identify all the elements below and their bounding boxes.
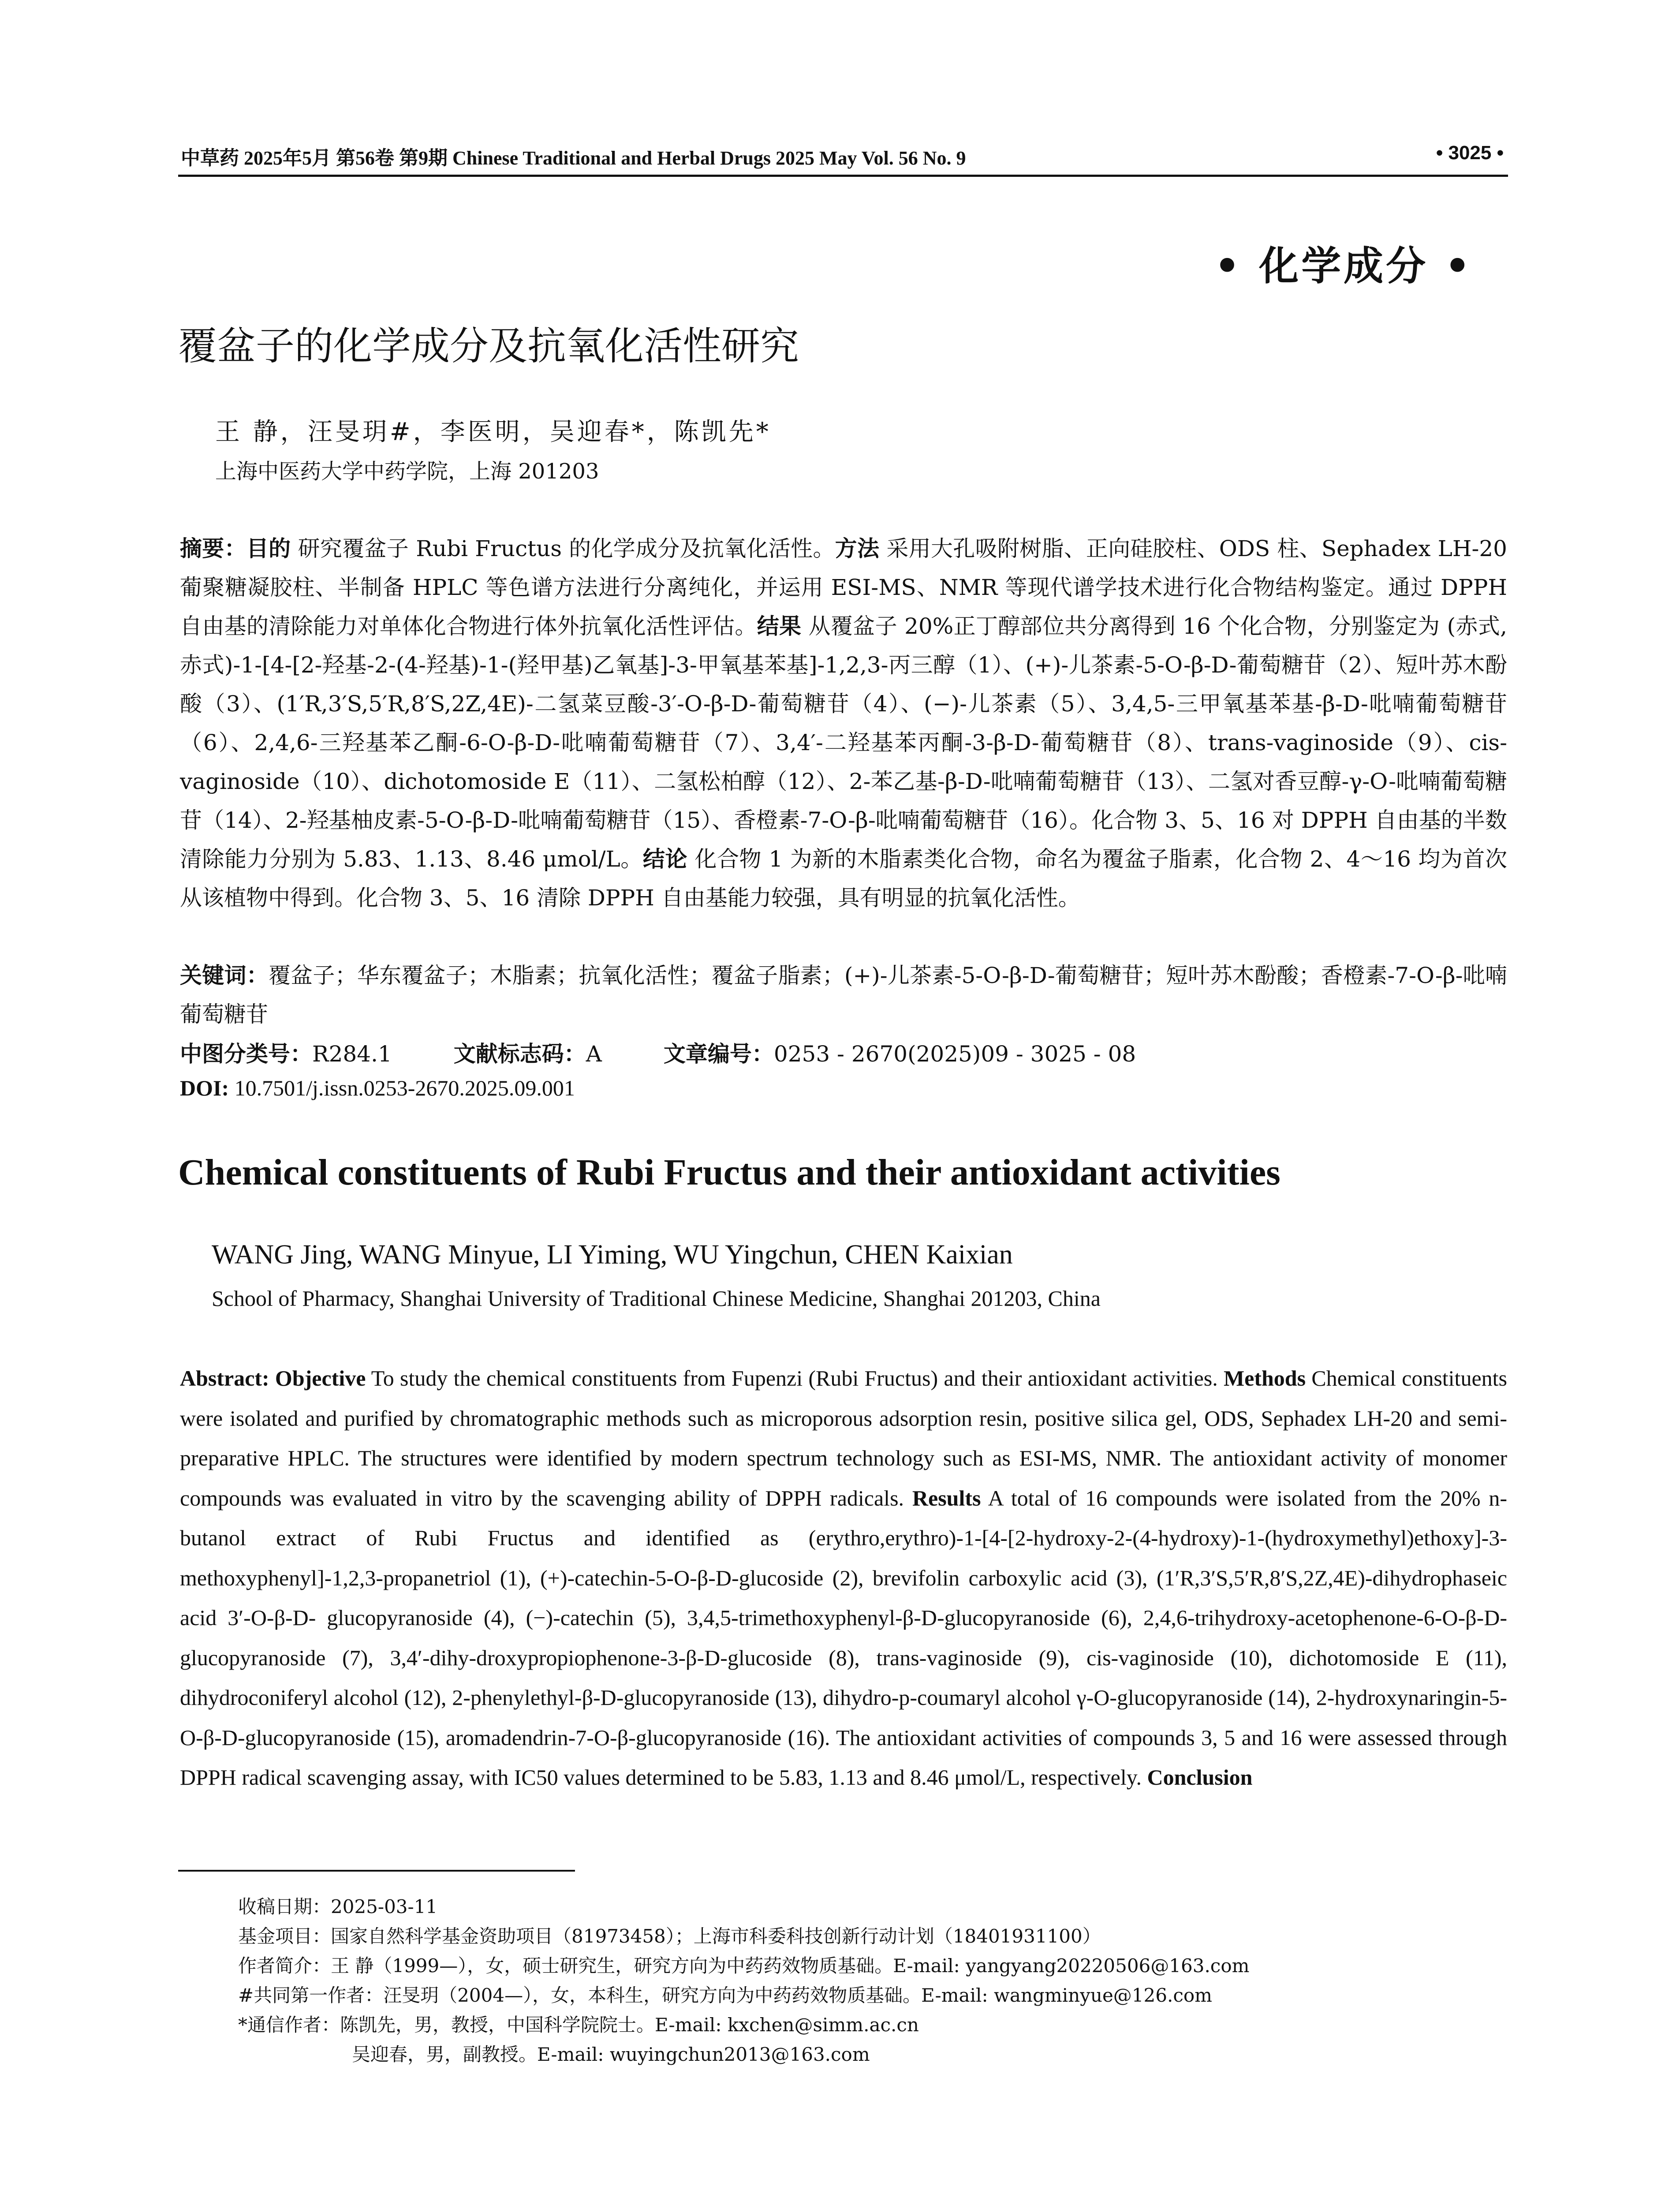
doi-line xyxy=(180,1075,575,1101)
en-objective-text: To study the chemical constituents from Fupenzi (Rubi Fructus) and their antioxidant activities. xyxy=(366,1366,1224,1390)
section-tag: • 化学成分 • xyxy=(1214,243,1473,289)
english-affiliation: School of Pharmacy, Shanghai University of Traditional Chinese Medicine, Shanghai 201203, China xyxy=(212,1286,1101,1311)
doi-value: 10.7501/j.issn.0253-2670.2025.09.001 xyxy=(234,1076,575,1100)
english-authors: WANG Jing, WANG Minyue, LI Yiming, WU Yingchun, CHEN Kaixian xyxy=(212,1240,1013,1270)
results-text: 从覆盆子 20%正丁醇部位共分离得到 16 个化合物，分别鉴定为 (赤式,赤式)-1-[4-[2-羟基-2-(4-羟基)-1-(羟甲基)乙氧基]-3-甲氧基苯基]-1,2,3-丙三醇（1）、(+)-儿茶素-5-O-β-D-葡萄糖苷（2）、短叶苏木酚酸（3）、(1′R,3′S,5′R,8′S,2Z,4E)-二氢菜豆酸-3′-O-β-D-葡萄糖苷（4）、(−)-儿茶素（5）、3,4,5-三甲氧基苯基-β-D-吡喃葡萄糖苷（6）、2,4,6-三羟基苯乙酮-6-O-β-D-吡喃葡萄糖苷（7）、3,4′-二羟基苯丙酮-3-β-D-葡萄糖苷（8）、trans-vaginoside（9）、cis-vaginoside（10）、dichotomoside E（11）、二氢松柏醇（12）、2-苯乙基-β-D-吡喃葡萄糖苷（13）、二氢对香豆醇-γ-O-吡喃葡萄糖苷（14）、2-羟基柚皮素-5-O-β-D-吡喃葡萄糖苷（15）、香橙素-7-O-β-吡喃葡萄糖苷（16）。化合物 3、5、16 对 DPPH 自由基的半数清除能力分别为 5.83、1.13、8.46 μmol/L。 xyxy=(180,613,1508,872)
header-rule xyxy=(178,175,1508,177)
en-results-text: A total of 16 compounds were isolated from the 20% n-butanol extract of Rubi Fructus and identified as (erythro,erythro)-1-[4-[2-hydroxy-2-(4-hydroxy)-1-(hydroxymethyl)ethoxy]-3-methoxyphenyl]-1,2,3-propanetriol (1), (+)-catechin-5-O-β-D-glucoside (2), brevifolin carboxylic acid (3), (1′R,3′S,5′R,8′S,2Z,4E)-dihydrophaseic acid 3′-O-β-D- glucopyranoside (4), (−)-catechin (5), 3,4,5-trimethoxyphenyl-β-D-glucopyranoside (6), 2,4,6-trihydroxy-acetophenone-6-O-β-D-glucopyranoside (7), 3,4′-dihy-droxypropiophenone-3-β-D-glucoside (8), trans-vaginoside (9), cis-vaginoside (10), dichotomoside E (11), dihydroconiferyl alcohol (12), 2-phenylethyl-β-D-glucopyranoside (13), dihydro-p-coumaryl alcohol γ-O-glucopyranoside (14), 2-hydroxynaringin-5-O-β-D-glucopyranoside (15), aromadendrin-7-O-β-glucopyranoside (16). The antioxidant activities of compounds 3, 5 and 16 were assessed through DPPH radical scavenging assay, with IC50 values determined to be 5.83, 1.13 and 8.46 μmol/L, respectively. xyxy=(180,1485,1507,1790)
english-title: Chemical constituents of Rubi Fructus and their antioxidant activities xyxy=(178,1152,1281,1193)
keywords-label: 关键词： xyxy=(180,963,269,988)
received-date: 收稿日期：2025-03-11 xyxy=(238,1896,438,1917)
english-abstract xyxy=(180,1358,1507,1798)
running-header xyxy=(181,142,1504,168)
en-abstract-label: Abstract: Objective xyxy=(180,1366,366,1390)
fund-info: 基金项目：国家自然科学基金资助项目（81973458）；上海市科委科技创新行动计划（18401931100） xyxy=(238,1925,1101,1947)
conclusion-text: 化合物 1 为新的木脂素类化合物，命名为覆盆子脂素，化合物 2、4～16 均为首次从该植物中得到。化合物 3、5、16 清除 DPPH 自由基能力较强，具有明显的抗氧化活性。 xyxy=(180,846,1507,911)
results-label: 结果 xyxy=(757,613,802,639)
en-methods-label: Methods xyxy=(1223,1366,1306,1390)
methods-text: 采用大孔吸附树脂、正向硅胶柱、ODS 柱、Sephadex LH-20 葡聚糖凝胶柱、半制备 HPLC 等色谱方法进行分离纯化，并运用 ESI-MS、NMR 等现代谱学技术进行化合物结构鉴定。通过 DPPH 自由基的清除能力对单体化合物进行体外抗氧化活性评估。 xyxy=(180,536,1507,639)
footnote-rule xyxy=(178,1870,575,1872)
chinese-affiliation: 上海中医药大学中药学院，上海 201203 xyxy=(215,459,599,484)
clc-label: 中图分类号： xyxy=(180,1041,312,1067)
keywords-text: 覆盆子；华东覆盆子；木脂素；抗氧化活性；覆盆子脂素；(+)-儿茶素-5-O-β-D-葡萄糖苷；短叶苏木酚酸；香橙素-7-O-β-吡喃葡萄糖苷 xyxy=(180,963,1508,1027)
article-number-label: 文章编号： xyxy=(663,1041,774,1067)
author-bio: 作者简介：王 静（1999—），女，硕士研究生，研究方向为中药药效物质基础。E-mail: yangyang20220506@163.com xyxy=(238,1955,1250,1977)
footnotes xyxy=(238,1892,1473,2069)
chinese-abstract xyxy=(180,529,1507,917)
page-number: • 3025 • xyxy=(1436,142,1504,164)
clc-value: R284.1 xyxy=(312,1041,392,1067)
objective-label: 目的 xyxy=(246,536,291,561)
corresponding-author: *通信作者：陈凯先，男，教授，中国科学院院士。E-mail: kxchen@simm.ac.cn xyxy=(238,2014,919,2036)
doc-code-label: 文献标志码： xyxy=(453,1041,586,1067)
chinese-keywords xyxy=(180,956,1507,1034)
cofirst-author: #共同第一作者：汪旻玥（2004—），女，本科生，研究方向为中药药效物质基础。E-mail: wangminyue@126.com xyxy=(238,1984,1212,2006)
chinese-title: 覆盆子的化学成分及抗氧化活性研究 xyxy=(178,323,799,369)
article-number-value: 0253 - 2670(2025)09 - 3025 - 08 xyxy=(773,1041,1136,1067)
conclusion-label: 结论 xyxy=(642,846,687,872)
doi-label: DOI: xyxy=(180,1076,229,1100)
abstract-label: 摘要： xyxy=(180,536,246,561)
methods-label: 方法 xyxy=(835,536,880,561)
en-conclusion-label: Conclusion xyxy=(1147,1765,1253,1790)
en-methods-text: Chemical constituents were isolated and purified by chromatographic methods such as microporous adsorption resin, positive silica gel, ODS, Sephadex LH-20 and semi-preparative HPLC. The structures were identified by modern spectrum technology such as ESI-MS, NMR. The antioxidant activity of monomer compounds was evaluated in vitro by the scavenging ability of DPPH radicals. xyxy=(180,1366,1507,1510)
chinese-authors: 王 静，汪旻玥#，李医明，吴迎春*，陈凯先* xyxy=(215,418,771,446)
objective-text: 研究覆盆子 Rubi Fructus 的化学成分及抗氧化活性。 xyxy=(291,536,835,561)
corresponding-author-2: 吴迎春，男，副教授。E-mail: wuyingchun2013@163.com xyxy=(352,2044,870,2065)
classification-line xyxy=(180,1036,1136,1068)
en-results-label: Results xyxy=(912,1485,981,1510)
doc-code-value: A xyxy=(586,1041,602,1067)
journal-header-text: 中草药 2025年5月 第56卷 第9期 Chinese Traditional and Herbal Drugs 2025 May Vol. 56 No. 9 xyxy=(181,147,966,169)
